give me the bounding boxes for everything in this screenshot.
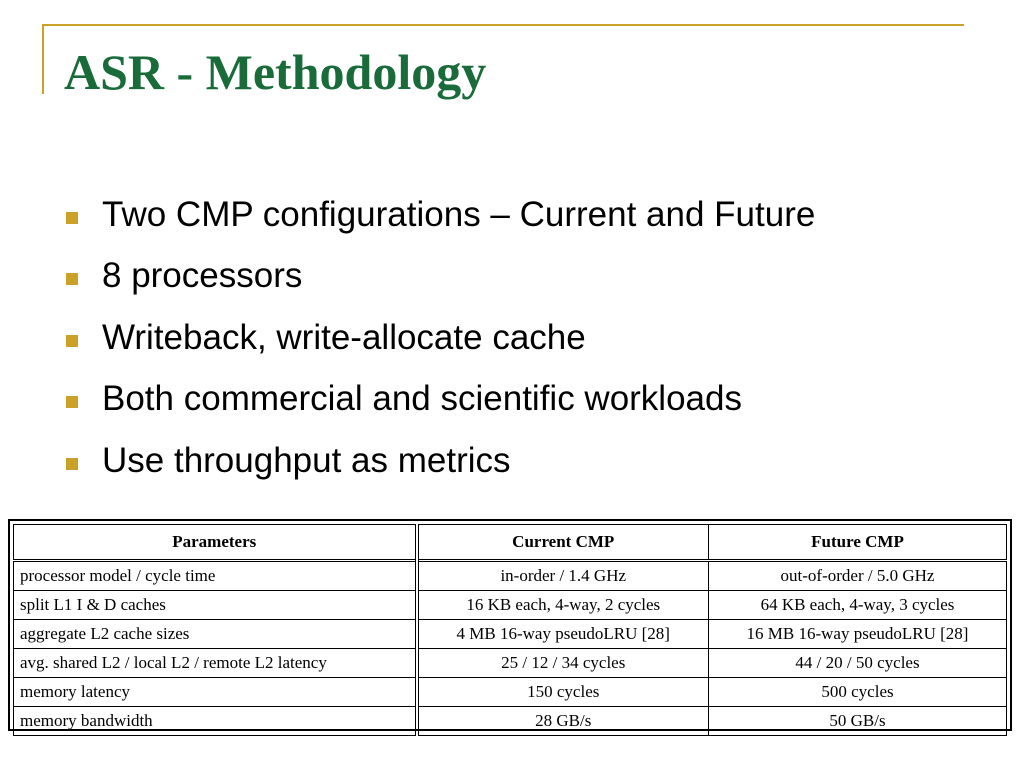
table-row bbox=[14, 591, 1007, 620]
square-bullet-icon bbox=[66, 396, 78, 408]
parameter-cell: memory bandwidth bbox=[14, 707, 417, 736]
bullet-text: Use throughput as metrics bbox=[102, 440, 511, 480]
parameters-table bbox=[13, 524, 1007, 736]
title-accent-line-top bbox=[42, 24, 964, 26]
bullet-item bbox=[62, 430, 815, 492]
bullet-text: Two CMP configurations – Current and Future bbox=[102, 194, 816, 234]
table-header-row bbox=[14, 525, 1007, 561]
square-bullet-icon bbox=[66, 212, 78, 224]
current-cmp-cell: 25 / 12 / 34 cycles bbox=[417, 649, 709, 678]
square-bullet-icon bbox=[66, 458, 78, 470]
table-row bbox=[14, 561, 1007, 591]
parameter-cell: avg. shared L2 / local L2 / remote L2 latency bbox=[14, 649, 417, 678]
current-cmp-cell: in-order / 1.4 GHz bbox=[417, 561, 709, 591]
bullet-item bbox=[62, 184, 815, 246]
bullet-item bbox=[62, 307, 815, 369]
square-bullet-icon bbox=[66, 273, 78, 285]
header-current-cmp: Current CMP bbox=[417, 525, 709, 561]
bullet-list bbox=[62, 184, 815, 492]
title-accent-line-left bbox=[42, 24, 44, 94]
future-cmp-cell: 50 GB/s bbox=[709, 707, 1007, 736]
header-parameters: Parameters bbox=[14, 525, 417, 561]
future-cmp-cell: 500 cycles bbox=[709, 678, 1007, 707]
table-row bbox=[14, 707, 1007, 736]
header-future-cmp: Future CMP bbox=[709, 525, 1007, 561]
future-cmp-cell: 44 / 20 / 50 cycles bbox=[709, 649, 1007, 678]
bullet-text: 8 processors bbox=[102, 256, 303, 296]
parameters-table-frame bbox=[8, 519, 1012, 731]
future-cmp-cell: 64 KB each, 4-way, 3 cycles bbox=[709, 591, 1007, 620]
table-row bbox=[14, 678, 1007, 707]
parameter-cell: processor model / cycle time bbox=[14, 561, 417, 591]
future-cmp-cell: 16 MB 16-way pseudoLRU [28] bbox=[709, 620, 1007, 649]
current-cmp-cell: 150 cycles bbox=[417, 678, 709, 707]
slide-title: ASR - Methodology bbox=[64, 44, 487, 100]
parameter-cell: memory latency bbox=[14, 678, 417, 707]
table-row bbox=[14, 649, 1007, 678]
table-row bbox=[14, 620, 1007, 649]
parameter-cell: aggregate L2 cache sizes bbox=[14, 620, 417, 649]
current-cmp-cell: 28 GB/s bbox=[417, 707, 709, 736]
square-bullet-icon bbox=[66, 335, 78, 347]
parameter-cell: split L1 I & D caches bbox=[14, 591, 417, 620]
bullet-item bbox=[62, 369, 815, 431]
bullet-text: Both commercial and scientific workloads bbox=[102, 379, 742, 419]
current-cmp-cell: 16 KB each, 4-way, 2 cycles bbox=[417, 591, 709, 620]
future-cmp-cell: out-of-order / 5.0 GHz bbox=[709, 561, 1007, 591]
bullet-text: Writeback, write-allocate cache bbox=[102, 317, 586, 357]
bullet-item bbox=[62, 246, 815, 308]
current-cmp-cell: 4 MB 16-way pseudoLRU [28] bbox=[417, 620, 709, 649]
